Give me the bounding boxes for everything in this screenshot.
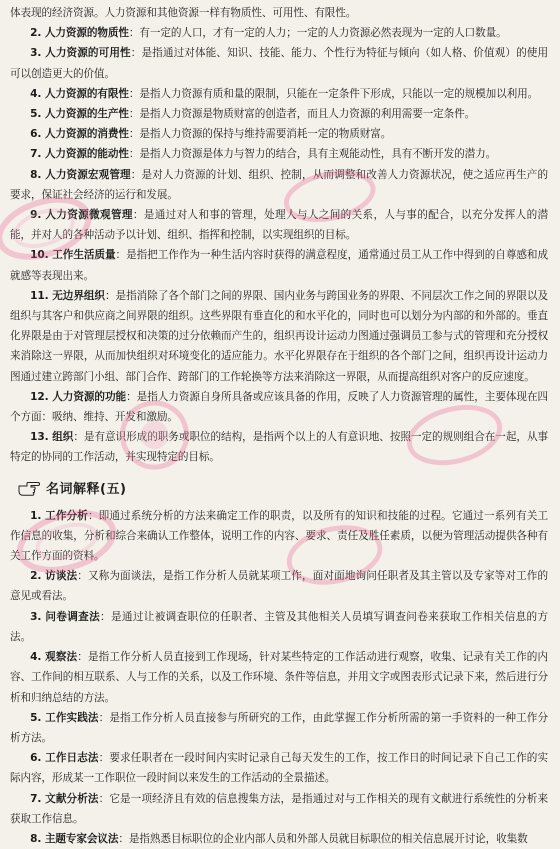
definition-term: 5. 工作实践法 — [30, 711, 99, 724]
definition-term: 4. 观察法 — [30, 651, 78, 664]
definition-term: 2. 访谈法 — [30, 570, 78, 583]
definition-text: ：是指通过对体能、知识、技能、能力、个性行为特征与倾向（如人格、价值观）的使用可以创造更大的价值。 — [10, 47, 548, 80]
definitions-section-5 — [10, 506, 548, 849]
definition-paragraph — [10, 427, 548, 467]
definition-paragraph — [10, 506, 548, 567]
definition-term: 1. 工作分析 — [30, 509, 88, 522]
definition-term: 8. 主题专家会议法 — [30, 832, 119, 845]
definition-text: ：要求任职者在一段时间内实时记录自己每天发生的工作，按工作日的时间记录下自己工作的实际内容，形成某一工作职位一段时间以来发生的工作活动的全景描述。 — [10, 752, 548, 785]
definition-text: ：是指人力资源有质和量的限制，只能在一定条件下形成，只能以一定的规模加以利用。 — [128, 87, 539, 100]
definition-text: ：它是一项经济且有效的信息搜集方法，是指通过对与工作相关的现有文献进行系统性的分析来获取工作信息。 — [10, 792, 548, 825]
definition-paragraph — [10, 748, 548, 788]
definition-paragraph — [10, 205, 548, 245]
definition-paragraph — [10, 23, 548, 43]
definition-text: ：是指熟悉目标职位的企业内部人员和外部人员就目标职位的相关信息展开讨论，收集数 — [118, 832, 528, 845]
definition-paragraph — [10, 3, 548, 23]
definitions-section-4 — [10, 3, 548, 468]
definition-text: ：又称为面谈法，是指工作分析人员就某项工作，面对面地询问任职者及其主管以及专家等对工作的意见或看法。 — [10, 570, 548, 603]
definition-text: ：是指消除了各个部门之间的界限、国内业务与跨国业务的界限、不同层次工作之间的界限以及组织与其客户和供应商之间界限的组织。这些界限有垂直化的和水平化的，同时也可以划分为内部的和外部的。垂直化界限是由于对管理层授权和决策的过分依赖而产生的，组织再设计运动力图通过强调员工参与式的管理和充分授权来消除这一界限，从而加快组织对环境变化的适应能力。水平化界限存在于组织的各个部门之间，组织再设计运动力图通过建立跨部门小组、部门合作、跨部门的工作轮换等方法来消除这一界限，从而提高组织对客户的反应速度。 — [10, 289, 548, 383]
definition-term: 6. 人力资源的消费性 — [30, 128, 129, 141]
definition-text: ：有一定的人口，才有一定的人力；一定的人力资源必然表现为一定的人口数量。 — [128, 27, 507, 40]
definition-term: 10. 工作生活质量 — [30, 249, 116, 262]
definition-term: 12. 人力资源的功能 — [30, 390, 127, 403]
definition-paragraph — [10, 566, 548, 606]
definition-term: 4. 人力资源的有限性 — [30, 87, 129, 100]
definition-term: 9. 人力资源微观管理 — [30, 209, 133, 222]
definition-text: ：是对人力资源的计划、组织、控制，从而调整和改善人力资源状况，使之适应再生产的要求，保证社会经济的运行和发展。 — [10, 168, 548, 201]
definition-paragraph — [10, 124, 548, 144]
definition-term: 11. 无边界组织 — [30, 289, 105, 302]
section-title: 名词解释(五) — [46, 482, 127, 498]
definition-paragraph — [10, 387, 548, 427]
definition-text: ：是指工作分析人员直接参与所研究的工作，由此掌握工作分析所需的第一手资料的一种工作分析方法。 — [10, 711, 548, 744]
definition-paragraph — [10, 144, 548, 164]
definition-text: ：是指人力资源自身所具备或应该具备的作用，反映了人力资源管理的属性，主要体现在四个方面：吸纳、维持、开发和激励。 — [10, 390, 549, 424]
definition-paragraph — [10, 43, 548, 83]
definition-term: 13. 组织 — [30, 431, 74, 444]
definition-paragraph — [10, 245, 548, 285]
section-heading — [18, 478, 548, 498]
definition-paragraph — [10, 165, 548, 205]
definition-paragraph — [10, 708, 548, 748]
definition-term: 3. 问卷调查法 — [30, 610, 101, 623]
definition-term: 7. 文献分析法 — [30, 792, 99, 805]
definition-text: ：即通过系统分析的方法来确定工作的职责，以及所有的知识和技能的过程。它通过一系列有关工作信息的收集，分析和综合来确认工作整体，说明工作的内容、要求、责任及胜任素质，以便为管理活动提供各种有关工作方面的资料。 — [10, 509, 548, 563]
definition-term: 5. 人力资源的生产性 — [30, 108, 129, 121]
definition-paragraph — [10, 84, 548, 104]
definition-text: 体表现的经济资源。人力资源和其他资源一样有物质性、可用性、有限性。 — [10, 7, 357, 19]
definition-term: 8. 人力资源宏观管理 — [30, 168, 131, 181]
definition-text: ：是指人力资源是体力与智力的结合，具有主观能动性，具有不断开发的潜力。 — [128, 148, 497, 161]
definition-text: ：是指人力资源是物质财富的创造者，而且人力资源的利用需要一定条件。 — [128, 108, 476, 121]
definition-paragraph — [10, 789, 548, 829]
definition-paragraph — [10, 647, 548, 708]
definition-term: 2. 人力资源的物质性 — [30, 27, 129, 40]
definition-text: ：是指人力资源的保持与维持需要消耗一定的物质财富。 — [128, 128, 392, 141]
definition-paragraph — [10, 607, 548, 647]
definition-paragraph — [10, 286, 548, 387]
definition-text: ：是有意识形成的职务或职位的结构，是指两个以上的人有意识地、按照一定的规则组合在一起，从事特定的协同的工作活动，并实现特定的目标。 — [10, 431, 549, 464]
pointing-hand-icon — [18, 481, 40, 495]
definition-paragraph — [10, 104, 548, 124]
definition-paragraph — [10, 829, 548, 849]
definition-term: 6. 工作日志法 — [30, 752, 99, 765]
definition-term: 3. 人力资源的可用性 — [30, 47, 131, 60]
definition-text: ：是指把工作作为一种生活内容时获得的满意程度，通常通过员工从工作中得到的自尊感和成就感等表现出来。 — [10, 249, 548, 282]
definition-text: ：是通过对人和事的管理，处理人与人之间的关系，人与事的配合，以充分发挥人的潜能，并对人的各种活动予以计划、组织、指挥和控制，以实现组织的目标。 — [10, 209, 549, 242]
definition-text: ：是通过让被调查职位的任职者、主管及其他相关人员填写调查问卷来获取工作相关信息的方法。 — [10, 610, 548, 643]
definition-term: 7. 人力资源的能动性 — [30, 148, 129, 161]
definition-text: ：是指工作分析人员直接到工作现场，针对某些特定的工作活动进行观察，收集、记录有关工作的内容、工作间的相互联系、人与工作的关系，以及工作环境、条件等信息，并用文字或图表形式记录下来，然后进行分析和归纳总结的方法。 — [10, 651, 548, 704]
